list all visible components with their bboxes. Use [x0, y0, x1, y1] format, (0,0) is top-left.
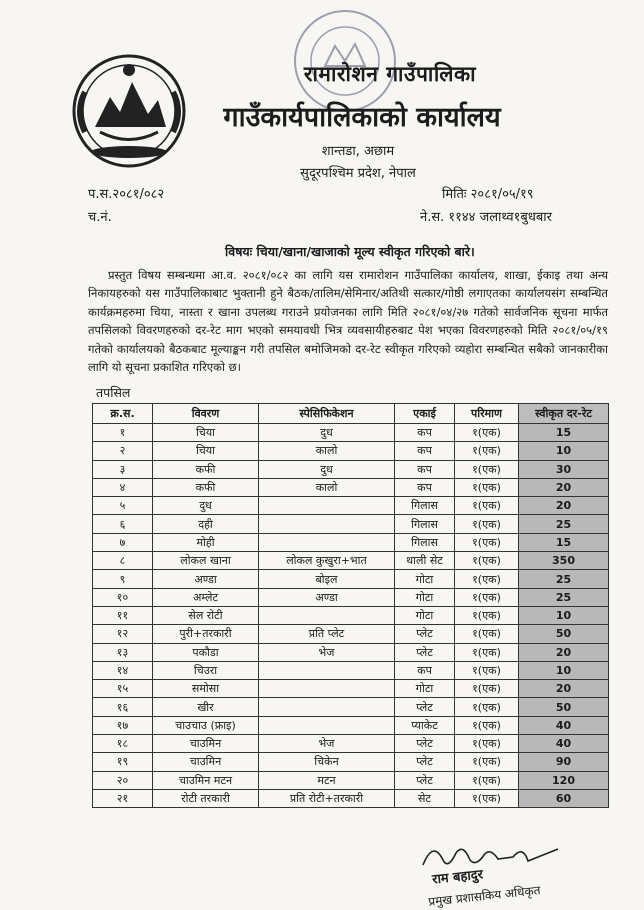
approved-rate-cell: 25 — [519, 588, 609, 606]
specification-cell — [259, 497, 395, 515]
unit-cell: प्लेट — [395, 698, 455, 716]
approved-rate-cell: 20 — [519, 497, 609, 515]
quantity-cell: १(एक) — [455, 606, 519, 624]
approved-rate-cell: 25 — [519, 515, 609, 533]
quantity-cell: १(एक) — [455, 588, 519, 606]
quantity-cell: १(एक) — [455, 789, 519, 807]
description-cell: सेल रोटी — [153, 606, 259, 624]
approved-rate-cell: 15 — [519, 533, 609, 551]
unit-cell: प्लेट — [395, 625, 455, 643]
serial-cell: १९ — [93, 753, 153, 771]
rate-table — [92, 403, 609, 808]
unit-cell: गिलास — [395, 533, 455, 551]
serial-cell: ७ — [93, 533, 153, 551]
specification-cell — [259, 680, 395, 698]
unit-cell: कप — [395, 460, 455, 478]
table-row — [93, 497, 609, 515]
description-cell: समोसा — [153, 680, 259, 698]
reference-number: प.स.२०८१/०८२ — [88, 187, 165, 202]
specification-cell: दुध — [259, 424, 395, 442]
description-cell: मोही — [153, 533, 259, 551]
table-row — [93, 552, 609, 570]
specification-cell — [259, 698, 395, 716]
table-row — [93, 515, 609, 533]
unit-cell: कप — [395, 442, 455, 460]
dispatch-number: च.नं. — [88, 210, 112, 225]
specification-cell: अण्डा — [259, 588, 395, 606]
table-row — [93, 680, 609, 698]
serial-cell: ८ — [93, 552, 153, 570]
unit-cell: कप — [395, 478, 455, 496]
unit-cell: गिलास — [395, 497, 455, 515]
notice-body: प्रस्तुत विषय सम्बन्धमा आ.व. २०८१/०८२ का लागि यस रामारोशन गाउँपालिका कार्यालय, शाखा, ईकाइ तथा अन्य निकायहरुको यस गाउँपालिकाबाट भुक्तानी हुने बैठक/तालिम/सेमिनार/अतिथी सत्कार/गोष्ठी लगाएतका कार्यालयसंग सम्बन्धित कार्यक्रमहरुमा चिया, नास्ता र खाना उपलब्ध गराउने प्रयोजनका लागि मिति २०८१/०४/२७ गतेको सार्वजनिक सूचना मार्फत तपसिलको विवरणहरुको दर-रेट माग भएको समयावधी भित्र व्यवसायीहरुबाट पेश भएका विवरणहरुको मिति २०८१/०५/१९ गतेको कार्यालयको बैठकबाट मूल्याङ्कन गरी तपसिल बमोजिमको दर-रेट स्वीकृत गरिएको व्यहोरा सम्बन्धित सबैको जानकारीका लागि यो सूचना प्रकाशित गरिएको छ। — [88, 268, 608, 375]
quantity-cell: १(एक) — [455, 570, 519, 588]
specification-cell: दुध — [259, 460, 395, 478]
approved-rate-cell: 20 — [519, 643, 609, 661]
quantity-cell: १(एक) — [455, 698, 519, 716]
specification-cell — [259, 606, 395, 624]
description-cell: कफी — [153, 478, 259, 496]
unit-cell: प्याकेट — [395, 716, 455, 734]
unit-cell: गोटा — [395, 606, 455, 624]
specification-cell: कालो — [259, 442, 395, 460]
approved-rate-cell: 40 — [519, 735, 609, 753]
table-row — [93, 643, 609, 661]
approved-rate-cell: 10 — [519, 606, 609, 624]
serial-cell: २० — [93, 771, 153, 789]
table-row — [93, 442, 609, 460]
description-cell: चिया — [153, 442, 259, 460]
specification-cell — [259, 661, 395, 679]
approved-rate-cell: 350 — [519, 552, 609, 570]
subject-line: विषयः चिया/खाना/खाजाको मूल्य स्वीकृत गरिएको बारे। — [225, 244, 475, 259]
description-cell: चाउमिन — [153, 753, 259, 771]
quantity-cell: १(एक) — [455, 680, 519, 698]
quantity-cell: १(एक) — [455, 497, 519, 515]
serial-cell: १६ — [93, 698, 153, 716]
column-header-unit: एकाई — [395, 404, 455, 424]
approved-rate-cell: 40 — [519, 716, 609, 734]
quantity-cell: १(एक) — [455, 442, 519, 460]
quantity-cell: १(एक) — [455, 552, 519, 570]
serial-cell: १० — [93, 588, 153, 606]
description-cell: कफी — [153, 460, 259, 478]
unit-cell: प्लेट — [395, 735, 455, 753]
description-cell: चिया — [153, 424, 259, 442]
description-cell: लोकल खाना — [153, 552, 259, 570]
quantity-cell: १(एक) — [455, 643, 519, 661]
unit-cell: प्लेट — [395, 753, 455, 771]
serial-cell: १ — [93, 424, 153, 442]
description-cell: चिउरा — [153, 661, 259, 679]
column-header-serial: क्र.स. — [93, 404, 153, 424]
approved-rate-cell: 120 — [519, 771, 609, 789]
table-row — [93, 716, 609, 734]
specification-cell: मटन — [259, 771, 395, 789]
serial-cell: १८ — [93, 735, 153, 753]
quantity-cell: १(एक) — [455, 716, 519, 734]
description-cell: खीर — [153, 698, 259, 716]
serial-cell: ६ — [93, 515, 153, 533]
specification-cell: बोइल — [259, 570, 395, 588]
serial-cell: १७ — [93, 716, 153, 734]
serial-cell: १४ — [93, 661, 153, 679]
table-row — [93, 698, 609, 716]
approved-rate-cell: 15 — [519, 424, 609, 442]
address-line-2: सुदूरपश्चिम प्रदेश, नेपाल — [300, 166, 416, 181]
signatory-post: प्रमुख प्रशासकिय अधिकृत — [427, 883, 542, 909]
quantity-cell: १(एक) — [455, 515, 519, 533]
table-row — [93, 735, 609, 753]
description-cell: चाउमिन — [153, 735, 259, 753]
quantity-cell: १(एक) — [455, 735, 519, 753]
office-name: गाउँकार्यपालिकाको कार्यालय — [223, 102, 501, 133]
quantity-cell: १(एक) — [455, 533, 519, 551]
column-header-description: विवरण — [153, 404, 259, 424]
description-cell: पकौडा — [153, 643, 259, 661]
approved-rate-cell: 20 — [519, 478, 609, 496]
signatory-name: राम बहादुर — [431, 867, 484, 888]
description-cell: अण्डा — [153, 570, 259, 588]
specification-cell: लोकल कुखुरा+भात — [259, 552, 395, 570]
table-row — [93, 460, 609, 478]
table-row — [93, 588, 609, 606]
unit-cell: प्लेट — [395, 771, 455, 789]
date: मितिः २०८१/०५/१९ — [442, 187, 534, 202]
table-row — [93, 533, 609, 551]
specification-cell: चिकेन — [259, 753, 395, 771]
description-cell: रोटी तरकारी — [153, 789, 259, 807]
serial-cell: ४ — [93, 478, 153, 496]
approved-rate-cell: 10 — [519, 661, 609, 679]
column-header-specification: स्पेसिफिकेशन — [259, 404, 395, 424]
specification-cell — [259, 533, 395, 551]
serial-cell: ३ — [93, 460, 153, 478]
quantity-cell: १(एक) — [455, 625, 519, 643]
serial-cell: १३ — [93, 643, 153, 661]
unit-cell: गोटा — [395, 570, 455, 588]
serial-cell: २१ — [93, 789, 153, 807]
municipality-name: रामारोशन गाउँपालिका — [303, 62, 477, 86]
unit-cell: सेट — [395, 789, 455, 807]
approved-rate-cell: 25 — [519, 570, 609, 588]
description-cell: पुरी+तरकारी — [153, 625, 259, 643]
approved-rate-cell: 10 — [519, 442, 609, 460]
quantity-cell: १(एक) — [455, 460, 519, 478]
table-row — [93, 789, 609, 807]
description-cell: अम्लेट — [153, 588, 259, 606]
unit-cell: थाली सेट — [395, 552, 455, 570]
quantity-cell: १(एक) — [455, 478, 519, 496]
quantity-cell: १(एक) — [455, 661, 519, 679]
unit-cell: कप — [395, 661, 455, 679]
serial-cell: १२ — [93, 625, 153, 643]
specification-cell — [259, 716, 395, 734]
specification-cell: प्रति रोटी+तरकारी — [259, 789, 395, 807]
specification-cell — [259, 515, 395, 533]
column-header-approved-rate: स्वीकृत दर-रेट — [519, 404, 609, 424]
approved-rate-cell: 30 — [519, 460, 609, 478]
approved-rate-cell: 90 — [519, 753, 609, 771]
table-row — [93, 625, 609, 643]
specification-cell: भेज — [259, 735, 395, 753]
specification-cell: प्रति प्लेट — [259, 625, 395, 643]
approved-rate-cell: 50 — [519, 698, 609, 716]
table-row — [93, 661, 609, 679]
table-row — [93, 570, 609, 588]
description-cell: दही — [153, 515, 259, 533]
details-label: तपसिल — [96, 385, 131, 400]
specification-cell: कालो — [259, 478, 395, 496]
table-row — [93, 424, 609, 442]
serial-cell: ९ — [93, 570, 153, 588]
approved-rate-cell: 20 — [519, 680, 609, 698]
column-header-quantity: परिमाण — [455, 404, 519, 424]
approved-rate-cell: 60 — [519, 789, 609, 807]
specification-cell: भेज — [259, 643, 395, 661]
nepal-emblem-icon — [70, 52, 188, 170]
unit-cell: गोटा — [395, 680, 455, 698]
address-line-1: शान्तडा, अछाम — [321, 144, 395, 159]
quantity-cell: १(एक) — [455, 753, 519, 771]
nepal-sambat-date: ने.स. ११४४ जलाथ्व१बुधबार — [420, 210, 552, 225]
serial-cell: १५ — [93, 680, 153, 698]
quantity-cell: १(एक) — [455, 424, 519, 442]
unit-cell: गोटा — [395, 588, 455, 606]
table-row — [93, 771, 609, 789]
description-cell: दुध — [153, 497, 259, 515]
approved-rate-cell: 50 — [519, 625, 609, 643]
description-cell: चाउमिन मटन — [153, 771, 259, 789]
unit-cell: कप — [395, 424, 455, 442]
unit-cell: गिलास — [395, 515, 455, 533]
table-row — [93, 606, 609, 624]
table-header-row — [93, 404, 609, 424]
description-cell: चाउचाउ (फ्राइ) — [153, 716, 259, 734]
unit-cell: प्लेट — [395, 643, 455, 661]
quantity-cell: १(एक) — [455, 771, 519, 789]
table-row — [93, 478, 609, 496]
serial-cell: ५ — [93, 497, 153, 515]
serial-cell: ११ — [93, 606, 153, 624]
table-row — [93, 753, 609, 771]
serial-cell: २ — [93, 442, 153, 460]
